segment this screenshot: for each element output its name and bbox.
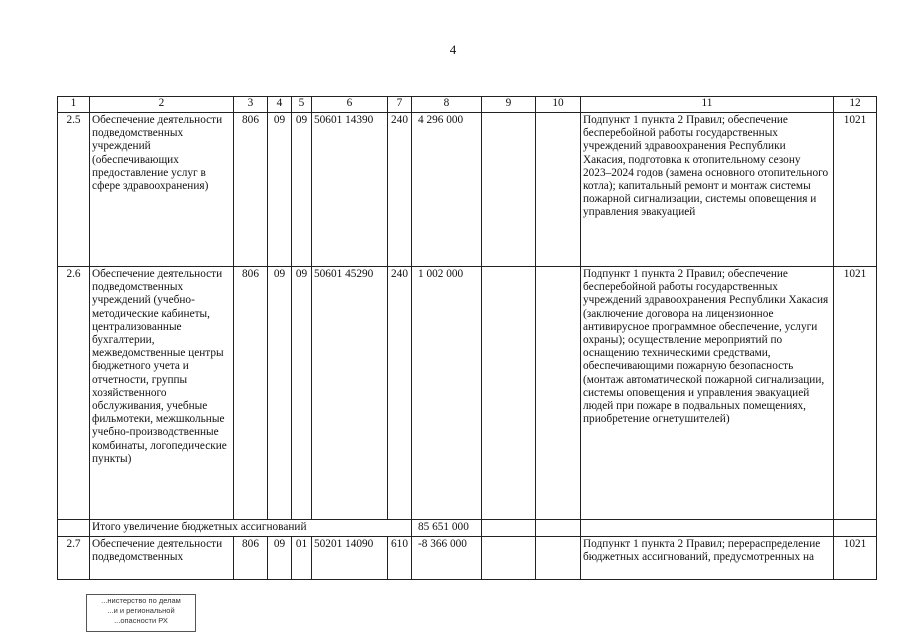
row-number: 2.7 bbox=[58, 537, 90, 580]
code-target: 50601 45290 bbox=[312, 267, 388, 520]
amount: -8 366 000 bbox=[412, 537, 482, 580]
header-cell: 11 bbox=[581, 97, 834, 113]
code-ministry: 806 bbox=[234, 113, 268, 267]
table-row bbox=[58, 537, 877, 580]
header-cell: 2 bbox=[90, 97, 234, 113]
code-expense-type: 240 bbox=[388, 267, 412, 520]
code-target: 50201 14090 bbox=[312, 537, 388, 580]
total-empty bbox=[834, 520, 877, 537]
code-subsection: 09 bbox=[292, 113, 312, 267]
stamp-line: ...опасности РХ bbox=[114, 616, 168, 625]
cell-col9 bbox=[482, 267, 536, 520]
header-cell: 10 bbox=[536, 97, 581, 113]
code-section: 09 bbox=[268, 537, 292, 580]
total-amount: 85 651 000 bbox=[412, 520, 482, 537]
header-cell: 12 bbox=[834, 97, 877, 113]
header-cell: 4 bbox=[268, 97, 292, 113]
cell-col10 bbox=[536, 113, 581, 267]
basis-text: Подпункт 1 пункта 2 Правил; перераспределение бюджетных ассигнований, предусмотренных на bbox=[581, 537, 834, 580]
header-cell: 3 bbox=[234, 97, 268, 113]
header-cell: 8 bbox=[412, 97, 482, 113]
row-description: Обеспечение деятельности подведомственных bbox=[90, 537, 234, 580]
page-number: 4 bbox=[449, 42, 457, 57]
cell-col9 bbox=[482, 113, 536, 267]
amount: 1 002 000 bbox=[412, 267, 482, 520]
header-cell: 5 bbox=[292, 97, 312, 113]
header-cell: 7 bbox=[388, 97, 412, 113]
code-section: 09 bbox=[268, 113, 292, 267]
stamp-line: ...и и региональной bbox=[107, 606, 175, 615]
ministry-stamp bbox=[86, 594, 196, 632]
total-label: Итого увеличение бюджетных ассигнований bbox=[90, 520, 412, 537]
table-row bbox=[58, 267, 877, 520]
code-expense-type: 240 bbox=[388, 113, 412, 267]
code-target: 50601 14390 bbox=[312, 113, 388, 267]
total-empty bbox=[536, 520, 581, 537]
code-col12: 1021 bbox=[834, 267, 877, 520]
row-description: Обеспечение деятельности подведомственных учреждений (учебно-методические кабинеты, централизованные бухгалтерии, межведомственные центры бюджетного учета и отчетности, группы хозяйственного обслуживания, учебные фильмотеки, межшкольные учебно-производственные комбинаты, логопедические пункты) bbox=[90, 267, 234, 520]
code-ministry: 806 bbox=[234, 537, 268, 580]
row-number: 2.6 bbox=[58, 267, 90, 520]
code-col12: 1021 bbox=[834, 537, 877, 580]
cell-col10 bbox=[536, 537, 581, 580]
total-spacer bbox=[58, 520, 90, 537]
total-row bbox=[58, 520, 877, 537]
header-cell: 9 bbox=[482, 97, 536, 113]
row-description: Обеспечение деятельности подведомственных учреждений (обеспечивающих предоставление услуг в сфере здравоохранения) bbox=[90, 113, 234, 267]
code-section: 09 bbox=[268, 267, 292, 520]
stamp-line: ...нистерство по делам bbox=[101, 596, 181, 605]
code-subsection: 01 bbox=[292, 537, 312, 580]
header-cell: 1 bbox=[58, 97, 90, 113]
code-col12: 1021 bbox=[834, 113, 877, 267]
row-number: 2.5 bbox=[58, 113, 90, 267]
table-row bbox=[58, 113, 877, 267]
code-ministry: 806 bbox=[234, 267, 268, 520]
code-expense-type: 610 bbox=[388, 537, 412, 580]
basis-text: Подпункт 1 пункта 2 Правил; обеспечение бесперебойной работы государственных учреждений здравоохранения Республики Хакасия, подготовка к отопительному сезону 2023–2024 годов (замена основного отопительного котла); капитальный ремонт и монтаж системы пожарной сигнализации, системы оповещения и управления эвакуацией bbox=[581, 113, 834, 267]
table-header-row bbox=[58, 97, 877, 113]
cell-col10 bbox=[536, 267, 581, 520]
header-cell: 6 bbox=[312, 97, 388, 113]
cell-col9 bbox=[482, 537, 536, 580]
total-empty bbox=[581, 520, 834, 537]
basis-text: Подпункт 1 пункта 2 Правил; обеспечение бесперебойной работы государственных учреждений здравоохранения Республики Хакасия (заключение договора на лицензионное антивирусное программное обеспечение, услуги охраны); осуществление мероприятий по оснащению техническими средствами, обеспечивающими пожарную безопасность (монтаж автоматической пожарной сигнализации, системы оповещения и управления эвакуацией людей при пожаре в подвальных помещениях, приобретение огнетушителей) bbox=[581, 267, 834, 520]
amount: 4 296 000 bbox=[412, 113, 482, 267]
total-empty bbox=[482, 520, 536, 537]
budget-table bbox=[57, 96, 877, 580]
code-subsection: 09 bbox=[292, 267, 312, 520]
